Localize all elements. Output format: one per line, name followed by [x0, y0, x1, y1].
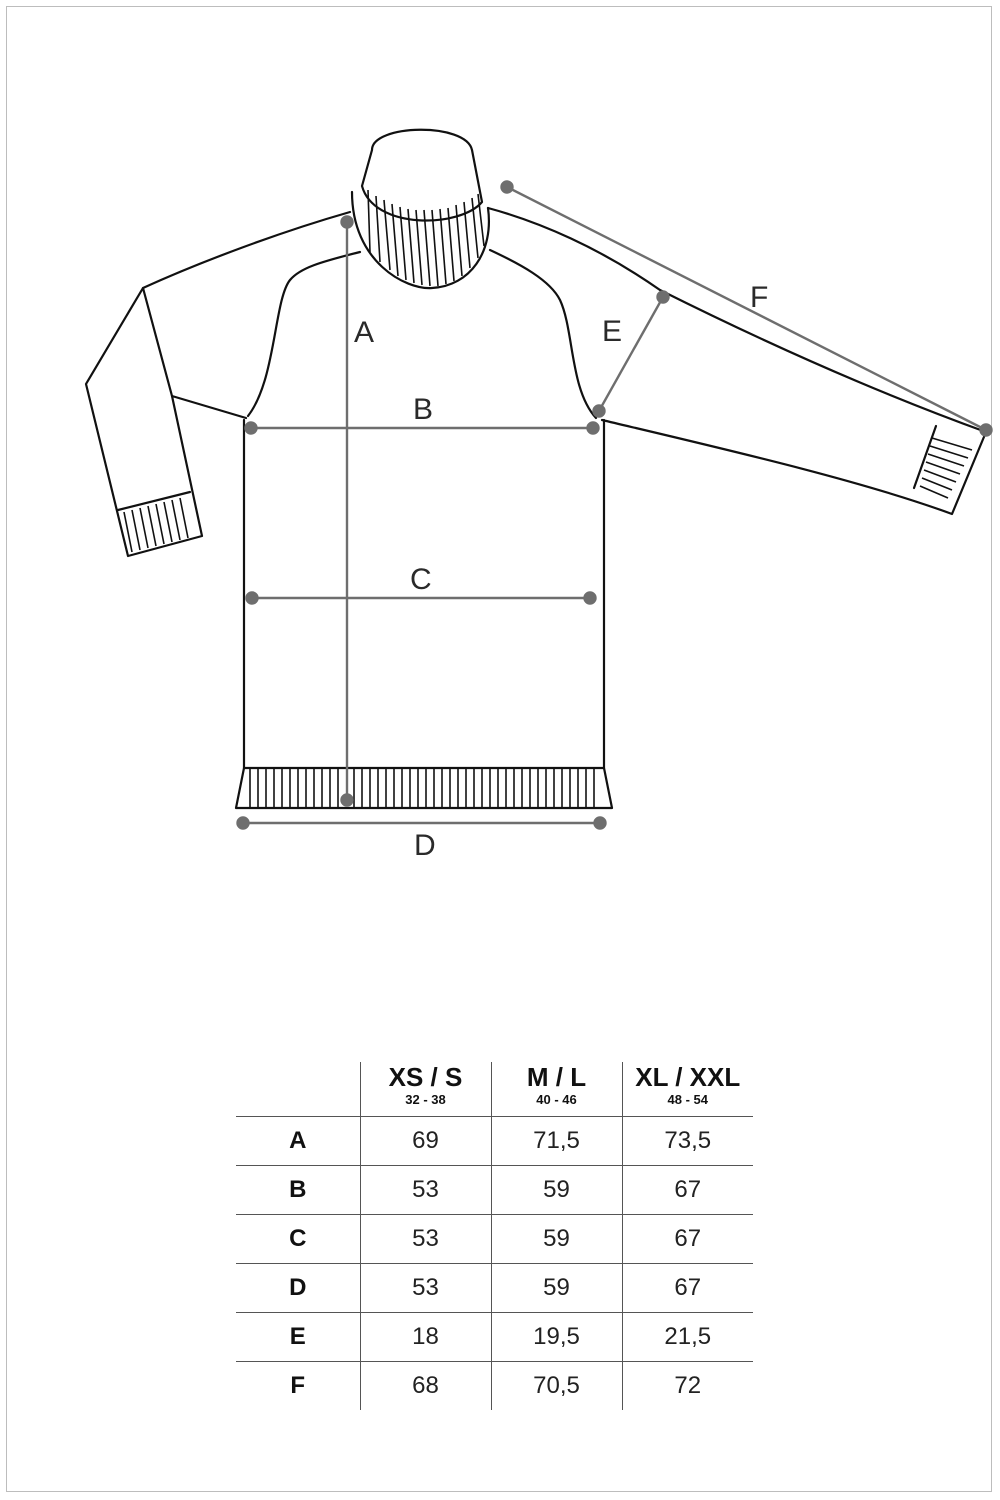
size-chart-table — [236, 1062, 753, 1410]
row-label: C — [236, 1214, 360, 1263]
cell-value: 67 — [622, 1214, 753, 1263]
left-sleeve-outline — [86, 212, 350, 556]
cell-value: 53 — [360, 1263, 491, 1312]
table-row — [236, 1312, 753, 1361]
table-header-row — [236, 1062, 753, 1116]
header-size-m-l — [491, 1062, 622, 1116]
measure-label-b: B — [413, 393, 434, 426]
cell-value: 53 — [360, 1165, 491, 1214]
size-name: M / L — [526, 1062, 587, 1092]
cell-value: 73,5 — [622, 1116, 753, 1165]
size-range: 48 - 54 — [667, 1092, 708, 1107]
cell-value: 21,5 — [622, 1312, 753, 1361]
table-row — [236, 1116, 753, 1165]
size-range: 32 - 38 — [405, 1092, 446, 1107]
cell-value: 19,5 — [491, 1312, 622, 1361]
header-empty-cell — [236, 1062, 360, 1116]
table-row — [236, 1214, 753, 1263]
row-label: E — [236, 1312, 360, 1361]
cell-value: 18 — [360, 1312, 491, 1361]
measure-label-a: A — [354, 316, 375, 349]
row-label: D — [236, 1263, 360, 1312]
cell-value: 67 — [622, 1263, 753, 1312]
sweater-body-outline — [236, 420, 612, 808]
header-size-xl-xxl — [622, 1062, 753, 1116]
table-row — [236, 1361, 753, 1410]
measure-label-c: C — [410, 563, 432, 596]
table-row — [236, 1165, 753, 1214]
cell-value: 59 — [491, 1263, 622, 1312]
measure-label-e: E — [602, 315, 623, 348]
row-label: A — [236, 1116, 360, 1165]
row-label: F — [236, 1361, 360, 1410]
right-sleeve-outline — [488, 208, 986, 514]
measure-line-f — [507, 187, 986, 430]
cell-value: 70,5 — [491, 1361, 622, 1410]
row-label: B — [236, 1165, 360, 1214]
cell-value: 68 — [360, 1361, 491, 1410]
cell-value: 53 — [360, 1214, 491, 1263]
table-row — [236, 1263, 753, 1312]
cell-value: 71,5 — [491, 1116, 622, 1165]
size-name: XL / XXL — [635, 1062, 741, 1092]
measure-label-d: D — [414, 829, 436, 862]
measure-label-f: F — [750, 281, 769, 314]
size-name: XS / S — [388, 1062, 463, 1092]
cell-value: 59 — [491, 1165, 622, 1214]
cell-value: 69 — [360, 1116, 491, 1165]
cell-value: 67 — [622, 1165, 753, 1214]
cell-value: 72 — [622, 1361, 753, 1410]
size-range: 40 - 46 — [536, 1092, 577, 1107]
header-size-xs-s — [360, 1062, 491, 1116]
cell-value: 59 — [491, 1214, 622, 1263]
